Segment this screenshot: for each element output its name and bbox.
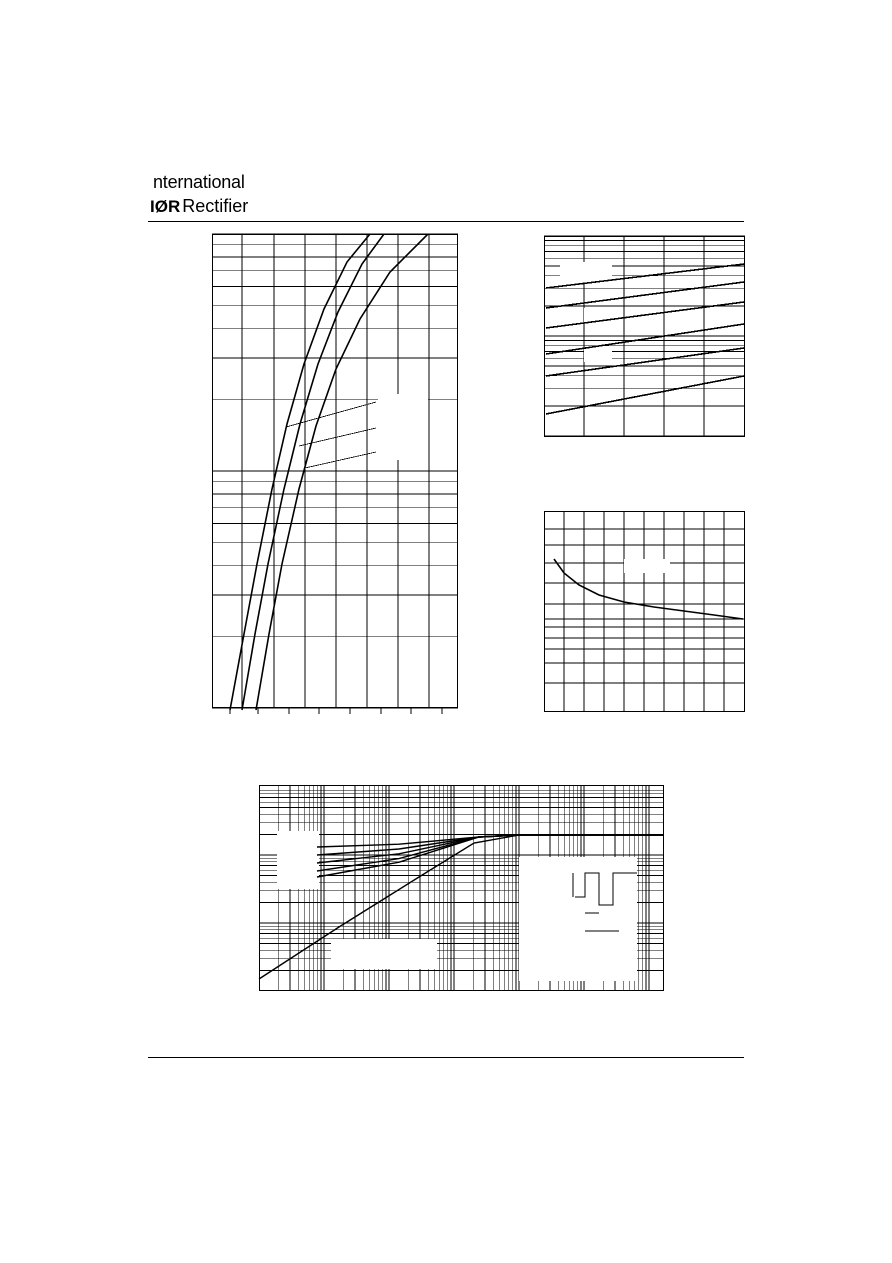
- transfer-characteristics-plot: [212, 234, 458, 714]
- log-grid-plot-top-right: [544, 236, 745, 437]
- transient-thermal-impedance-plot: [259, 785, 664, 991]
- line-5: [546, 348, 744, 376]
- inset-box: [519, 857, 637, 981]
- leader-line-3: [305, 452, 376, 468]
- company-name-line1: nternational: [153, 172, 245, 192]
- line-4: [546, 324, 744, 354]
- company-name-rectifier: Rectifier: [182, 196, 249, 216]
- header-divider: [148, 221, 744, 222]
- plot-frame: [545, 512, 745, 712]
- ir-logo-icon: IØR: [150, 197, 181, 216]
- line-2: [546, 282, 744, 308]
- decay-curve-plot: [544, 511, 745, 712]
- leader-line-1: [286, 402, 376, 427]
- line-6: [546, 376, 744, 414]
- label-box: [378, 394, 428, 460]
- footer-divider: [148, 1057, 744, 1058]
- leader-line-2: [299, 428, 376, 446]
- label-box: [584, 348, 612, 362]
- label-box: [331, 939, 437, 969]
- legend-box: [277, 831, 319, 889]
- label-box: [624, 559, 670, 573]
- company-name-line2: [150, 196, 248, 217]
